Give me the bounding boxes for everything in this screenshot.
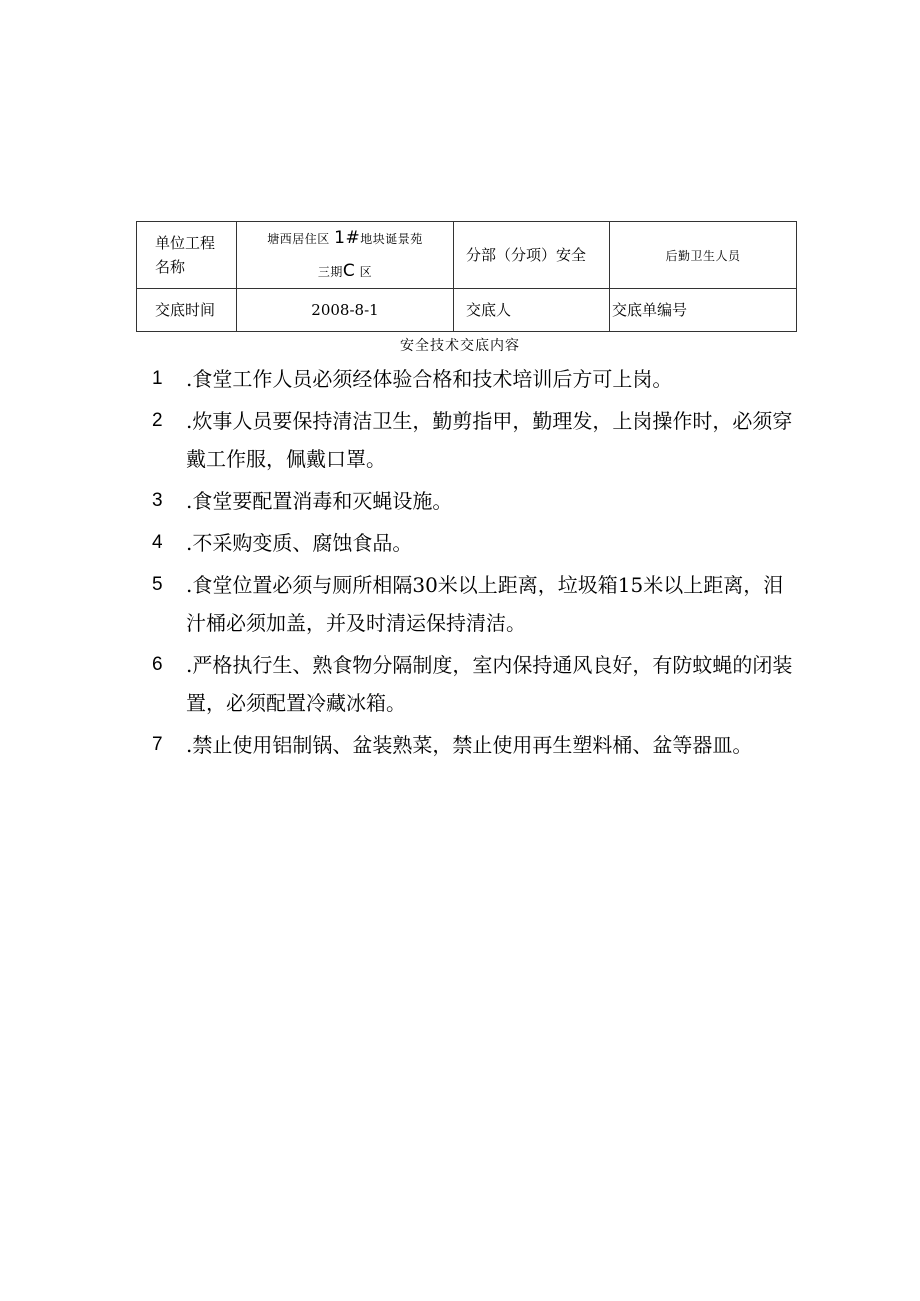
list-item: [152, 646, 802, 722]
safety-items-list: [152, 360, 802, 768]
item-text: .不采购变质、腐蚀食品。: [186, 531, 413, 555]
item-text: .严格执行生、熟食物分隔制度，室内保持通风良好，有防蚊蝇的闭装置，必须配置冷藏冰箱。: [186, 653, 793, 715]
item-text: .禁止使用铝制锅、盆装熟菜，禁止使用再生塑料桶、盆等器皿。: [186, 733, 753, 757]
handover-number-label-text: 交底单编号: [612, 301, 688, 319]
project-name-label-text: 单位工程名称: [155, 234, 216, 276]
project-name-label: [137, 222, 237, 289]
section-label: [454, 222, 610, 289]
item-text: .炊事人员要保持清洁卫生，勤剪指甲，勤理发，上岗操作时，必须穿戴工作服，佩戴口罩。: [186, 409, 793, 471]
item-number: 5: [152, 574, 163, 595]
section-label-text: 分部（分项）安全: [466, 246, 587, 264]
section-value: [610, 222, 797, 289]
project-name-line1: [267, 227, 423, 248]
list-item: [152, 360, 802, 398]
content-caption: 安全技术交底内容: [400, 338, 520, 354]
project-name-part: 地块诞景苑: [360, 231, 423, 246]
item-number: 1: [152, 368, 163, 389]
table-row: [137, 222, 797, 289]
item-text: .食堂工作人员必须经体验合格和技术培训后方可上岗。: [186, 367, 673, 391]
handover-time-value-text: 2008-8-1: [311, 301, 379, 319]
list-item: [152, 482, 802, 520]
project-name-part: 1#: [334, 227, 361, 248]
section-value-text: 后勤卫生人员: [665, 249, 741, 263]
project-name-part: 区: [359, 265, 373, 279]
project-name-part: 塘西居住区: [267, 231, 330, 246]
handover-time-value: [237, 289, 454, 332]
project-name-value: [237, 222, 454, 289]
item-number: 7: [152, 734, 163, 755]
project-name-part: C: [342, 261, 356, 281]
list-item: [152, 524, 802, 562]
handover-number-label: [610, 289, 797, 332]
item-number: 6: [152, 654, 163, 675]
project-name-part: 三期: [317, 265, 343, 279]
item-text: .食堂要配置消毒和灭蝇设施。: [186, 489, 453, 513]
list-item: [152, 726, 802, 764]
handover-time-label: [137, 289, 237, 332]
item-text: .食堂位置必须与厕所相隔30米以上距离，垃圾箱15米以上距离，泪汁桶必须加盖，并及时清运保持清洁。: [186, 573, 784, 635]
project-name-line2: [237, 258, 453, 285]
item-number: 2: [152, 410, 163, 431]
item-number: 4: [152, 532, 163, 553]
table-row: [137, 289, 797, 332]
handover-person-label-text: 交底人: [466, 301, 512, 319]
item-number: 3: [152, 490, 163, 511]
handover-time-label-text: 交底时间: [155, 301, 216, 319]
handover-info-table: [136, 221, 797, 332]
list-item: [152, 566, 802, 642]
list-item: [152, 402, 802, 478]
handover-person-label: [454, 289, 610, 332]
